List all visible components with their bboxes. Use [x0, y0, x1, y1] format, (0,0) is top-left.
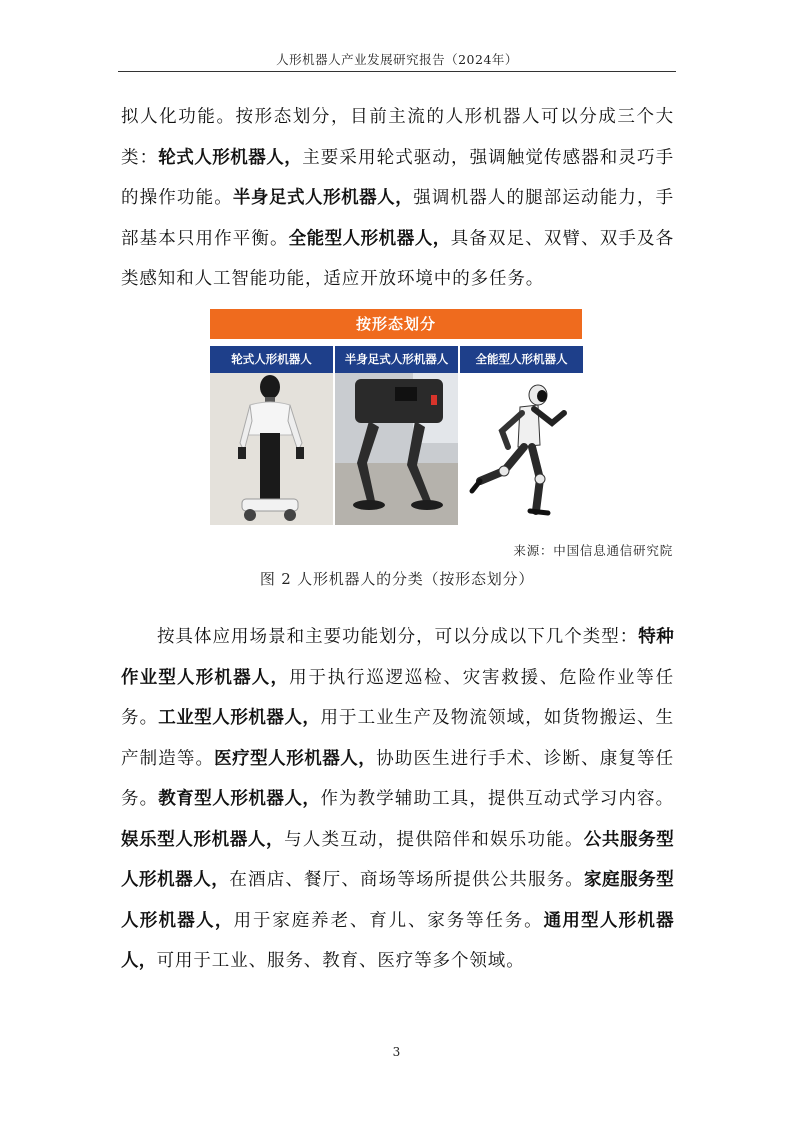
header-divider	[118, 71, 676, 72]
paragraph-morphology	[121, 97, 674, 300]
text: 用于家庭养老、育儿、家务等任务。	[233, 910, 544, 931]
figure-source: 来源：中国信息通信研究院	[513, 543, 673, 558]
figure-banner: 按形态划分	[210, 309, 582, 339]
running-header: 人形机器人产业发展研究报告（2024年）	[276, 52, 518, 67]
text: 在酒店、餐厅、商场等场所提供公共服务。	[229, 870, 584, 890]
term-industrial: 工业型人形机器人，	[158, 708, 321, 728]
term-public-service: 公共服务型人形机器人，	[121, 829, 675, 890]
figure-column-all-round	[460, 346, 583, 525]
figure-tab: 半身足式人形机器人	[335, 346, 458, 373]
text: 按具体应用场景和主要功能划分，可以分成以下几个类型：	[157, 627, 639, 647]
figure-tab: 全能型人形机器人	[460, 346, 583, 373]
term-general-purpose: 通用型人形机器人，	[121, 910, 674, 971]
text: 作为教学辅助工具，提供互动式学习内容。	[320, 789, 674, 809]
running-robot-image	[460, 373, 583, 525]
text: 与人类互动，提供陪伴和娱乐功能。	[284, 829, 584, 850]
term-education: 教育型人形机器人，	[158, 789, 321, 809]
paragraph-application	[121, 617, 674, 982]
classification-figure	[210, 309, 582, 525]
figure-caption: 图 2 人形机器人的分类（按形态划分）	[259, 570, 535, 588]
text: 强调机器人的腿部运动能力，手部基本只用作平衡。	[121, 188, 675, 249]
text: 主要采用轮式驱动，强调触觉传感器和灵巧手的操作功能。	[121, 147, 674, 208]
term-medical: 医疗型人形机器人，	[214, 748, 377, 769]
text: 协助医生进行手术、诊断、康复等任务。	[121, 748, 675, 809]
term-wheeled: 轮式人形机器人，	[158, 147, 303, 168]
page-number: 3	[392, 1045, 401, 1059]
text: 可用于工业、服务、教育、医疗等多个领域。	[156, 951, 525, 971]
text: 具备双足、双臂、双手及各类感知和人工智能功能，适应开放环境中的多任务。	[121, 228, 674, 289]
term-all-round: 全能型人形机器人，	[288, 228, 451, 249]
wheeled-robot-image	[210, 373, 333, 525]
legged-robot-image	[335, 373, 458, 525]
text: 用于执行巡逻巡检、灾害救援、危险作业等任务。	[121, 667, 674, 728]
term-entertainment: 娱乐型人形机器人，	[121, 829, 285, 850]
figure-column-wheeled	[210, 346, 333, 525]
term-special-ops: 特种作业型人形机器人，	[121, 627, 674, 688]
figure-column-half-legged	[335, 346, 458, 525]
term-half-legged: 半身足式人形机器人，	[232, 188, 414, 208]
text: 拟人化功能。按形态划分，目前主流的人形机器人可以分成三个大类：	[121, 107, 674, 168]
text: 用于工业生产及物流领域，如货物搬运、生产制造等。	[121, 708, 674, 769]
figure-tab: 轮式人形机器人	[210, 346, 333, 373]
term-home-service: 家庭服务型人形机器人，	[121, 870, 674, 931]
